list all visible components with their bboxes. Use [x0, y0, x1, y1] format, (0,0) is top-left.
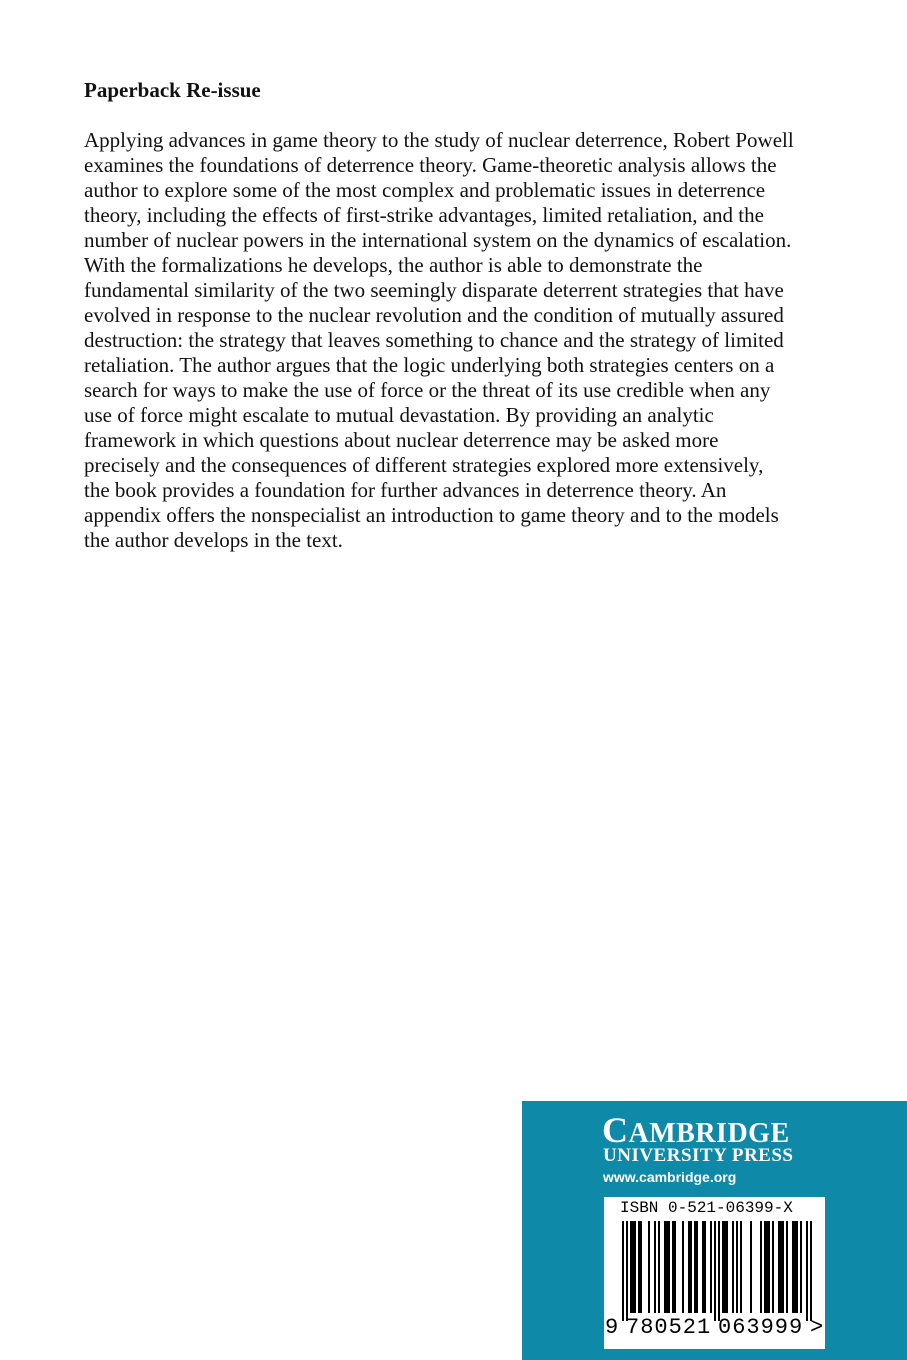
barcode-bar [704, 1221, 706, 1313]
barcode-bar [664, 1221, 666, 1313]
barcode-bar [782, 1221, 784, 1313]
barcode-bar [632, 1221, 634, 1313]
blurb-line: precisely and the consequences of different strategies explored more extensively, [84, 453, 764, 477]
barcode-bar [696, 1221, 698, 1313]
blurb-line: appendix offers the nonspecialist an introduction to game theory and to the models [84, 503, 779, 527]
blurb-line: retaliation. The author argues that the logic underlying both strategies centers on a [84, 353, 775, 377]
barcode-bar [672, 1221, 674, 1313]
barcode-bar [750, 1221, 752, 1313]
barcode-bar [796, 1221, 798, 1313]
barcode-bar [648, 1221, 650, 1313]
barcode-bar [732, 1221, 734, 1313]
barcode-bar [764, 1221, 766, 1313]
barcode-bar [726, 1221, 728, 1313]
blurb-line: search for ways to make the use of force or the threat of its use credible when any [84, 378, 771, 402]
barcode-bar [626, 1221, 628, 1321]
barcode-bar [718, 1221, 720, 1321]
barcode-bar [702, 1221, 704, 1313]
isbn-label: ISBN 0-521-06399-X [620, 1199, 793, 1217]
ean-prefix: 9 [605, 1315, 619, 1340]
publisher-name-rest: AMBRIDGE [628, 1118, 790, 1149]
barcode-bar [688, 1221, 690, 1313]
barcode-bar [714, 1221, 716, 1321]
barcode-bar [780, 1221, 782, 1313]
blurb-line: Applying advances in game theory to the study of nuclear deterrence, Robert Powell [84, 128, 794, 152]
barcode-bars [604, 1221, 825, 1321]
barcode-bar [654, 1221, 656, 1313]
barcode-bar [792, 1221, 794, 1313]
blurb-line: framework in which questions about nuclear deterrence may be asked more [84, 428, 719, 452]
barcode-bar [694, 1221, 696, 1313]
barcode-bar [800, 1221, 802, 1313]
barcode-bar [622, 1221, 624, 1321]
ean-right-group: 063999 [718, 1315, 804, 1340]
publisher-subtitle: UNIVERSITY PRESS [603, 1145, 794, 1166]
barcode-bar [658, 1221, 660, 1313]
barcode-bar [634, 1221, 636, 1313]
barcode-bar [630, 1221, 632, 1313]
blurb-line: use of force might escalate to mutual devastation. By providing an analytic [84, 403, 714, 427]
blurb-line: number of nuclear powers in the international system on the dynamics of escalation. [84, 228, 792, 252]
blurb-line: fundamental similarity of the two seemingly disparate deterrent strategies that have [84, 278, 784, 302]
publisher-box [522, 1101, 907, 1360]
barcode-panel [604, 1197, 825, 1349]
publisher-url: www.cambridge.org [603, 1169, 737, 1185]
barcode-bar [760, 1221, 762, 1313]
blurb-line: the book provides a foundation for further advances in deterrence theory. An [84, 478, 727, 502]
barcode-bar [794, 1221, 796, 1313]
blurb-line: examines the foundations of deterrence theory. Game-theoretic analysis allows the [84, 153, 777, 177]
barcode-bar [736, 1221, 738, 1313]
ean-suffix: > [810, 1315, 824, 1340]
barcode-bar [674, 1221, 676, 1313]
barcode-bar [806, 1221, 808, 1321]
barcode-bar [778, 1221, 780, 1313]
barcode-bar [786, 1221, 788, 1313]
barcode-bar [638, 1221, 640, 1313]
blurb-line: With the formalizations he develops, the author is able to demonstrate the [84, 253, 703, 277]
barcode-bar [640, 1221, 642, 1313]
barcode-bar [666, 1221, 668, 1313]
barcode-bar [724, 1221, 726, 1313]
barcode-bar [768, 1221, 770, 1313]
blurb-line: the author develops in the text. [84, 528, 343, 552]
barcode-bar [710, 1221, 712, 1313]
blurb-line: destruction: the strategy that leaves something to chance and the strategy of limited [84, 328, 784, 352]
heading: Paperback Re-issue [84, 78, 261, 102]
blurb-paragraph [84, 128, 824, 553]
barcode-bar [810, 1221, 812, 1321]
blurb-line: theory, including the effects of first-strike advantages, limited retaliation, and the [84, 203, 764, 227]
barcode-bar [668, 1221, 670, 1313]
ean-left-group: 780521 [626, 1315, 712, 1340]
barcode-bar [740, 1221, 742, 1313]
blurb-line: author to explore some of the most complex and problematic issues in deterrence [84, 178, 766, 202]
barcode-bar [772, 1221, 774, 1313]
barcode-bar [722, 1221, 724, 1313]
barcode-bar [682, 1221, 684, 1313]
barcode-bar [690, 1221, 692, 1313]
barcode-bar [766, 1221, 768, 1313]
publisher-name-initial: C [602, 1110, 629, 1150]
blurb-line: evolved in response to the nuclear revolution and the condition of mutually assured [84, 303, 784, 327]
